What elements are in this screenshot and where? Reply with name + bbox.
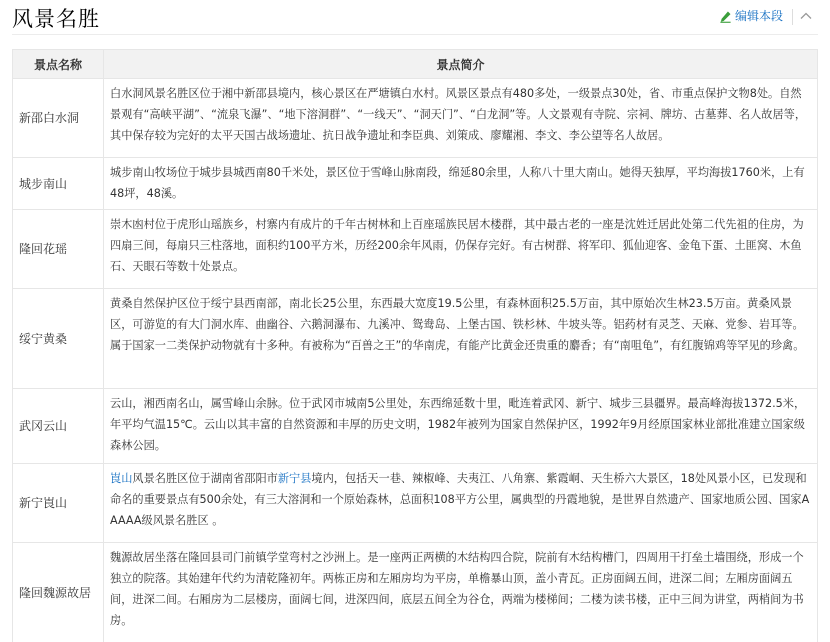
spot-name: 新宁崀山 — [13, 464, 104, 543]
langshan-link[interactable]: 崀山 — [110, 472, 133, 485]
spot-description: 城步南山牧场位于城步县城西南80千米处，景区位于雪峰山脉南段，绵延80余里，人称八十里大南山。她得天独厚，平均海拔1760米，上有48坪，48溪。 — [104, 158, 818, 210]
spot-name: 新邵白水洞 — [13, 79, 104, 158]
spot-description — [104, 464, 818, 543]
spot-description: 魏源故居坐落在隆回县司门前镇学堂弯村之沙洲上。是一座两正两横的木结构四合院，院前有木结构槽门，四周用干打垒土墙围绕，形成一个独立的院落。其始建年代约为清乾隆初年。两栋正房和左厢房均为平房，单檐暴山顶，盖小青瓦。正房面阔五间，进深二间；左厢房面阔五间，进深二间。右厢房为二层楼房，面阔七间，进深四间，底层五间全为谷仓，两端为楼梯间；二楼为读书楼，正中三间为讲堂，两梢间为书房。 — [104, 543, 818, 642]
spot-description: 白水洞风景名胜区位于湘中新邵县境内，核心景区在严塘镇白水村。风景区景点有480多处，一级景点30处，省、市重点保护文物8处。自然景观有“高峡平湖”、“流泉飞瀑”、“地下溶洞群”、“一线天”、“洞天门”、“白龙洞”等。人文景观有寺院、宗祠、牌坊、古墓葬、名人故居等，其中保存较为完好的太平天国古战场遗址、抗日战争遗址和李臣典、刘策成、廖耀湘、李文、李公望等名人故居。 — [104, 79, 818, 158]
table-header-row — [13, 50, 818, 79]
description-text: 境内，包括天一巷、辣椒峰、夫夷江、八角寨、紫霞峒、天生桥六大景区，18处风景小区，已发现和命名的重要景点有500余处，有三大溶洞和一个原始森林，总面积108平方公里，属典型的丹霞地貌，是世界自然遗产、国家地质公园、国家AAAAA级风景名胜区 。 — [110, 472, 810, 527]
spot-name: 隆回花瑶 — [13, 210, 104, 289]
table-row — [13, 289, 818, 389]
chevron-up-icon — [797, 7, 815, 25]
table-row — [13, 158, 818, 210]
column-header-name: 景点名称 — [13, 50, 104, 79]
spot-name: 武冈云山 — [13, 389, 104, 464]
collapse-section-button[interactable] — [797, 7, 815, 25]
header-divider — [792, 9, 793, 25]
spot-description: 崇木凼村位于虎形山瑶族乡，村寨内有成片的千年古树林和上百座瑶族民居木楼群，其中最古老的一座是沈姓迁居此处第二代先祖的住房，为四扇三间，每扇只三柱落地，面积约100平方米，历经200余年风雨，仍保存完好。有古树群、将军印、狐仙迎客、金龟下蛋、土匪窝、木鱼石、天眼石等数十处景点。 — [104, 210, 818, 289]
xinning-county-link[interactable]: 新宁县 — [277, 472, 312, 485]
table-row — [13, 543, 818, 642]
section-header — [0, 0, 830, 40]
table-row — [13, 79, 818, 158]
spot-name: 隆回魏源故居 — [13, 543, 104, 642]
pencil-icon — [719, 10, 732, 23]
section-title: 风景名胜 — [12, 7, 100, 31]
header-underline — [12, 34, 818, 35]
edit-section-label: 编辑本段 — [735, 9, 784, 23]
table-row — [13, 389, 818, 464]
table-row — [13, 464, 818, 543]
spot-name: 绥宁黄桑 — [13, 289, 104, 389]
spot-name: 城步南山 — [13, 158, 104, 210]
spot-description: 黄桑自然保护区位于绥宁县西南部，南北长25公里，东西最大宽度19.5公里，有森林面积25.5万亩，其中原始次生林23.5万亩。黄桑风景区，可游览的有大门洞水库、曲幽谷、六鹅洞瀑布、九溪冲、鸳鸯岛、上堡古国、铁杉林、牛坡头等。铝药材有灵芝、天麻、党参、岩耳等。属于国家一二类保护动物就有十多种。有被称为“百兽之王”的华南虎，有能产比黄金还贵重的麝香；有“南咀龟”，有红腹锦鸡等罕见的珍禽。 — [104, 289, 818, 389]
description-text: 风景名胜区位于湖南省邵阳市 — [132, 472, 278, 485]
column-header-intro: 景点简介 — [104, 50, 818, 79]
spot-description: 云山，湘西南名山，属雪峰山余脉。位于武冈市城南5公里处，东西绵延数十里，毗连着武冈、新宁、城步三县疆界。最高峰海拔1372.5米，年平均气温15℃。云山以其丰富的自然资源和丰厚的历史文明，1982年被列为国家自然保护区，1992年9月经原国家林业部批准建立国家级森林公园。 — [104, 389, 818, 464]
table-row — [13, 210, 818, 289]
scenic-spots-table — [12, 49, 818, 642]
edit-section-link[interactable] — [719, 8, 783, 24]
